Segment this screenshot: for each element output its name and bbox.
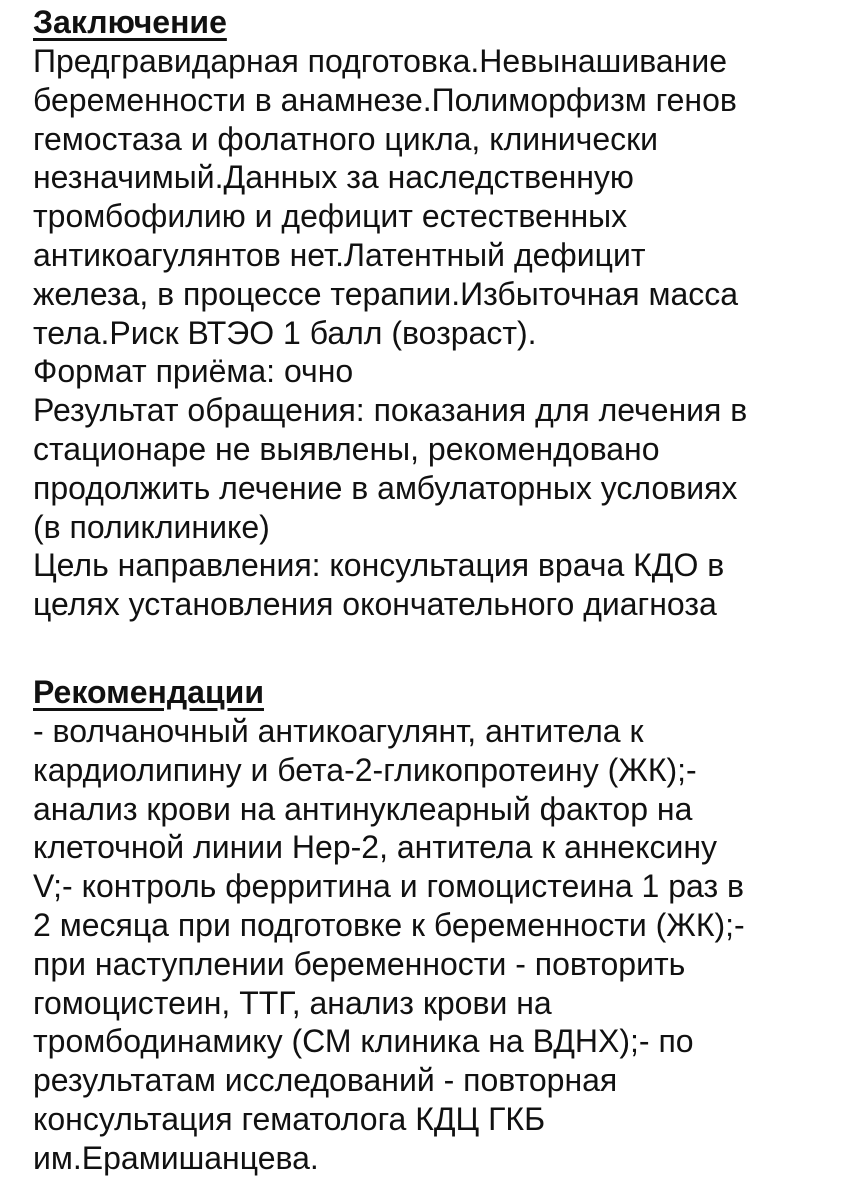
recommendation-line: гомоцистеин, ТТГ, анализ крови на xyxy=(33,984,552,1021)
conclusion-line: гемостаза и фолатного цикла, клинически xyxy=(33,120,658,157)
recommendation-line: консультация гематолога КДЦ ГКБ xyxy=(33,1100,546,1137)
recommendation-line: им.Ерамишанцева. xyxy=(33,1139,319,1176)
conclusion-body xyxy=(33,42,747,624)
recommendations-section xyxy=(33,672,745,1178)
recommendation-line: кардиолипину и бета-2-гликопротеину (ЖК);- xyxy=(33,751,697,788)
referral-purpose-line: целях установления окончательного диагноза xyxy=(33,586,717,623)
referral-purpose-line: Цель направления: консультация врача КДО в xyxy=(33,547,725,584)
recommendations-heading: Рекомендации xyxy=(33,674,264,710)
recommendation-line: анализ крови на антинуклеарный фактор на xyxy=(33,790,693,827)
conclusion-heading: Заключение xyxy=(33,4,227,40)
visit-format-line: Формат приёма: очно xyxy=(33,353,354,390)
recommendation-line: 2 месяца при подготовке к беременности (ЖК);- xyxy=(33,906,745,943)
conclusion-line: тромбофилию и дефицит естественных xyxy=(33,198,628,235)
conclusion-line: тела.Риск ВТЭО 1 балл (возраст). xyxy=(33,314,537,351)
visit-result-line: продолжить лечение в амбулаторных условиях xyxy=(33,469,738,506)
conclusion-line: незначимый.Данных за наследственную xyxy=(33,159,634,196)
conclusion-line: беременности в анамнезе.Полиморфизм генов xyxy=(33,81,737,118)
recommendation-line: V;- контроль ферритина и гомоцистеина 1 раз в xyxy=(33,868,745,905)
recommendations-body xyxy=(33,712,745,1178)
conclusion-line: антикоагулянтов нет.Латентный дефицит xyxy=(33,236,646,273)
conclusion-section xyxy=(33,2,747,624)
visit-result-line: (в поликлинике) xyxy=(33,508,270,545)
recommendation-line: результатам исследований - повторная xyxy=(33,1062,618,1099)
recommendation-line: при наступлении беременности - повторить xyxy=(33,945,686,982)
conclusion-line: железа, в процессе терапии.Избыточная масса xyxy=(33,275,739,312)
visit-result-line: Результат обращения: показания для лечения в xyxy=(33,392,748,429)
conclusion-line: Предгравидарная подготовка.Невынашивание xyxy=(33,43,727,79)
recommendation-line: клеточной линии Нер-2, антитела к аннексину xyxy=(33,829,717,866)
visit-result-line: стационаре не выявлены, рекомендовано xyxy=(33,430,660,467)
recommendation-line: - волчаночный антикоагулянт, антитела к xyxy=(33,713,644,749)
recommendation-line: тромбодинамику (СМ клиника на ВДНХ);- по xyxy=(33,1023,694,1060)
